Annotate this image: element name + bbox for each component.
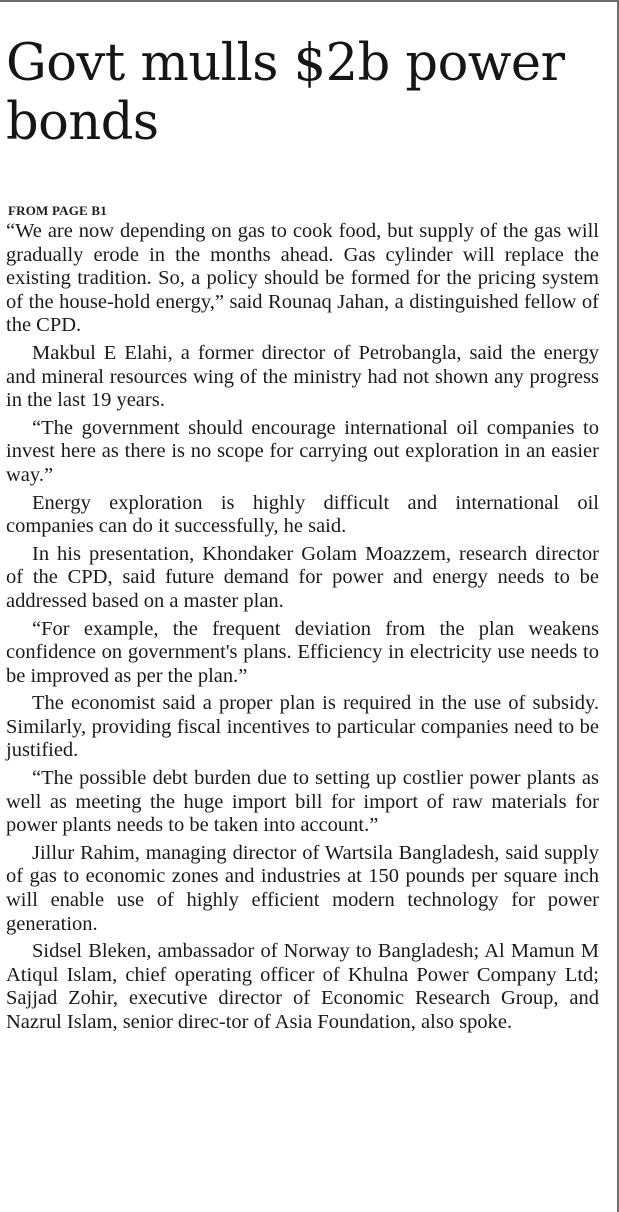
paragraph: In his presentation, Khondaker Golam Moazzem, research director of the CPD, said future demand for power and energy needs to be addressed based on a master plan.: [6, 542, 599, 612]
paragraph: “The government should encourage international oil companies to invest here as there is no scope for carrying out exploration in an easier way.”: [6, 416, 599, 486]
dateline: FROM PAGE B1: [8, 203, 107, 218]
article-body: [6, 220, 599, 1039]
paragraph: “We are now depending on gas to cook food, but supply of the gas will gradually erode in the months ahead. Gas cylinder will replace the existing tradition. So, a policy should be formed for the pricing system of the house-hold energy,” said Rounaq Jahan, a distinguished fellow of the CPD.: [6, 220, 599, 337]
paragraph: Makbul E Elahi, a former director of Petrobangla, said the energy and mineral resources wing of the ministry had not shown any progress in the last 19 years.: [6, 341, 599, 412]
paragraph: “The possible debt burden due to setting up costlier power plants as well as meeting the huge import bill for import of raw materials for power plants needs to be taken into account.”: [6, 767, 599, 837]
paragraph: The economist said a proper plan is required in the use of subsidy. Similarly, providing fiscal incentives to particular companies need to be justified.: [6, 692, 599, 762]
paragraph: Sidsel Bleken, ambassador of Norway to Bangladesh; Al Mamun M Atiqul Islam, chief operating officer of Khulna Power Company Ltd; Sajjad Zohir, executive director of Economic Research Group, and Nazrul Islam, senior direc-tor of Asia Foundation, also spoke.: [6, 940, 599, 1033]
paragraph: Jillur Rahim, managing director of Wartsila Bangladesh, said supply of gas to economic zones and industries at 150 pounds per square inch will enable use of highly efficient modern technology for power generation.: [6, 841, 599, 935]
paragraph: Energy exploration is highly difficult and international oil companies can do it successfully, he said.: [6, 491, 599, 538]
headline: Govt mulls $2b power bonds: [6, 34, 565, 152]
paragraph: “For example, the frequent deviation from the plan weakens confidence on government's plans. Efficiency in electricity use needs to be improved as per the plan.”: [6, 617, 599, 687]
